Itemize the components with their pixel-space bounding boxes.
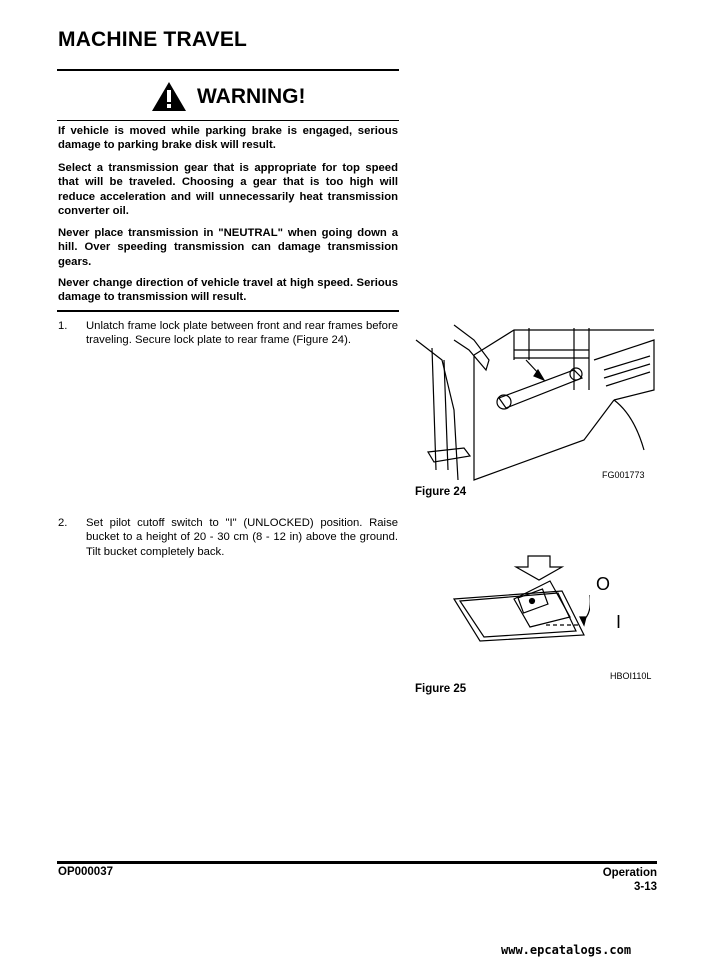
warning-label: WARNING! [197,84,306,108]
watermark: www.epcatalogs.com [501,943,632,957]
page-number: 3-13 [633,881,657,893]
warning-paragraph: If vehicle is moved while parking brake is engaged, serious damage to parking brake disk will result. [58,125,398,152]
figure-caption: Figure 24 [415,486,467,498]
footer-section-block [603,866,657,894]
step-number: 2. [58,517,68,529]
footer-rule [57,861,657,864]
warning-header-rule [57,120,399,121]
switch-off-label: O [596,574,611,594]
section-name: Operation [602,867,657,879]
warning-paragraph: Never place transmission in "NEUTRAL" when going down a hill. Over speeding transmission can damage transmission gears. [58,227,398,268]
warning-bottom-rule [57,310,399,312]
document-code: OP000037 [58,866,113,878]
step-text: Set pilot cutoff switch to "I" (UNLOCKED) position. Raise bucket to a height of 20 - 30 cm (8 - 12 in) above the ground. Tilt bucket completely back. [86,517,398,558]
figure-caption: Figure 25 [415,683,467,695]
warning-paragraph: Select a transmission gear that is appropriate for top speed that will be traveled. Choosing a gear that is too high will reduce acceleration and will unnecessarily heat transmission converter oil. [58,162,398,218]
warning-paragraph: Never change direction of vehicle travel at high speed. Serious damage to transmission will result. [58,277,398,304]
step-text: Unlatch frame lock plate between front and rear frames before traveling. Secure lock plate to rear frame (Figure 24). [86,320,398,347]
figure-25-illustration [450,555,590,645]
step-number: 1. [58,320,68,332]
warning-triangle-icon [151,81,187,112]
warning-header [151,81,306,112]
figure-code: HBOI110L [610,671,652,681]
figure-24-illustration [414,320,658,485]
switch-on-label: I [616,612,622,632]
warning-top-rule [57,69,399,71]
page-title: MACHINE TRAVEL [58,28,248,51]
figure-code: FG001773 [602,470,645,480]
